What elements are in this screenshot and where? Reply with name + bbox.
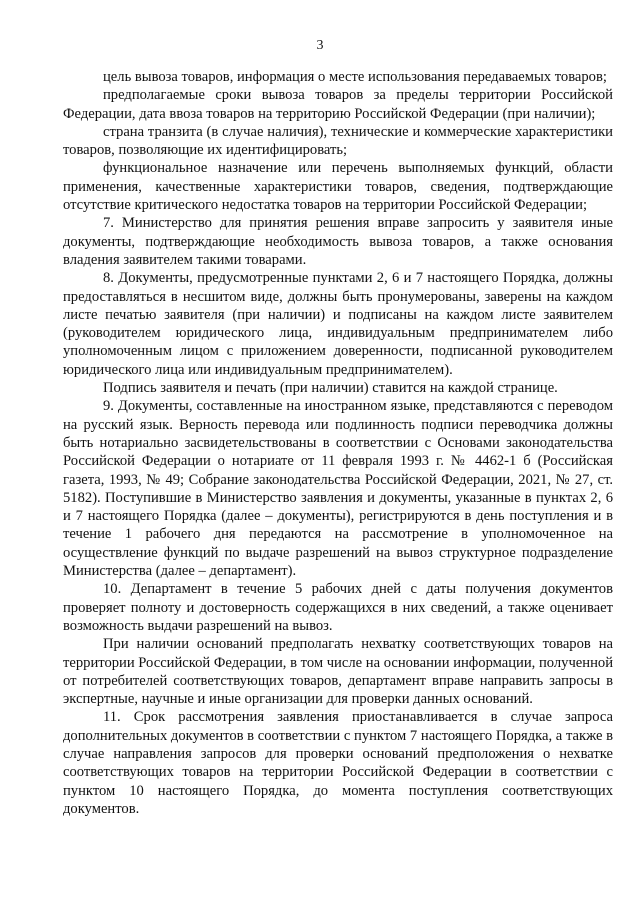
paragraph-clause-11: 11. Срок рассмотрения заявления приостанавливается в случае запроса дополнительных документов в соответствии с пунктом 7 настоящего Порядка, а также в случае направления запросов для проверки оснований предположения о нехватке соответствующих товаров на территории Российской Федерации в соответствии с пунктом 10 настоящего Порядка, до момента поступления соответствующих документов. bbox=[63, 709, 613, 817]
document-body bbox=[63, 68, 613, 818]
paragraph-export-dates: предполагаемые сроки вывоза товаров за пределы территории Российской Федерации, дата ввоза товаров на территорию Российской Федерации (при наличии); bbox=[63, 87, 613, 122]
paragraph-transit-country: страна транзита (в случае наличия), технические и коммерческие характеристики товаров, позволяющие их идентифицировать; bbox=[63, 123, 613, 159]
paragraph-signature-note: Подпись заявителя и печать (при наличии) ставится на каждой странице. bbox=[103, 380, 558, 397]
paragraph-functional-purpose: функциональное назначение или перечень выполняемых функций, области применения, качественные характеристики товаров, сведения, подтверждающие отсутствие критического недостатка товаров на территории Российской Федерации; bbox=[63, 160, 613, 214]
paragraph-clause-8: 8. Документы, предусмотренные пунктами 2, 6 и 7 настоящего Порядка, должны предоставляться в несшитом виде, должны быть пронумерованы, заверены на каждом листе печатью заявителя (при наличии) и подписаны на каждом листе заявителем (руководителем юридического лица, индивидуальным предпринимателем либо уполномоченным лицом с приложением доверенности, подписанной руководителем юридического лица или индивидуальным предпринимателем). bbox=[63, 270, 613, 378]
page-number: 3 bbox=[316, 38, 324, 53]
paragraph-export-purpose: цель вывоза товаров, информация о месте использования передаваемых товаров; bbox=[103, 69, 607, 85]
paragraph-clause-9: 9. Документы, составленные на иностранном языке, представляются с переводом на русский язык. Верность перевода или подлинность подписи переводчика должны быть нотариально засвидетельствованы в соответствии с Основами законодательства Российской Федерации о нотариате от 11 февраля 1993 г. № 4462-1 б (Российская газета, 1993, № 49; Собрание законодательства Российской Федерации, 2021, № 27, ст. 5182). Поступившие в Министерство заявления и документы, указанные в пунктах 2, 6 и 7 настоящего Порядка (далее – документы), регистрируются в день поступления и в течение 1 рабочего дня передаются на рассмотрение в уполномоченное на осуществление функций по выдаче разрешений на вывоз структурное подразделение Министерства (далее – департамент). bbox=[63, 398, 613, 580]
paragraph-clause-10: 10. Департамент в течение 5 рабочих дней с даты получения документов проверяет полноту и достоверность содержащихся в них сведений, а также оценивает возможность выдачи разрешений на вывоз. bbox=[63, 581, 613, 634]
paragraph-shortage-grounds: При наличии оснований предполагать нехватку соответствующих товаров на территории Российской Федерации, в том числе на основании информации, полученной от потребителей соответствующих товаров, департамент вправе направить запросы в экспертные, научные и иные организации для проверки данных оснований. bbox=[63, 636, 614, 708]
paragraph-clause-7: 7. Министерство для принятия решения вправе запросить у заявителя иные документы, подтверждающие необходимость вывоза товаров, а также основания владения заявителем такими товарами. bbox=[63, 215, 613, 268]
